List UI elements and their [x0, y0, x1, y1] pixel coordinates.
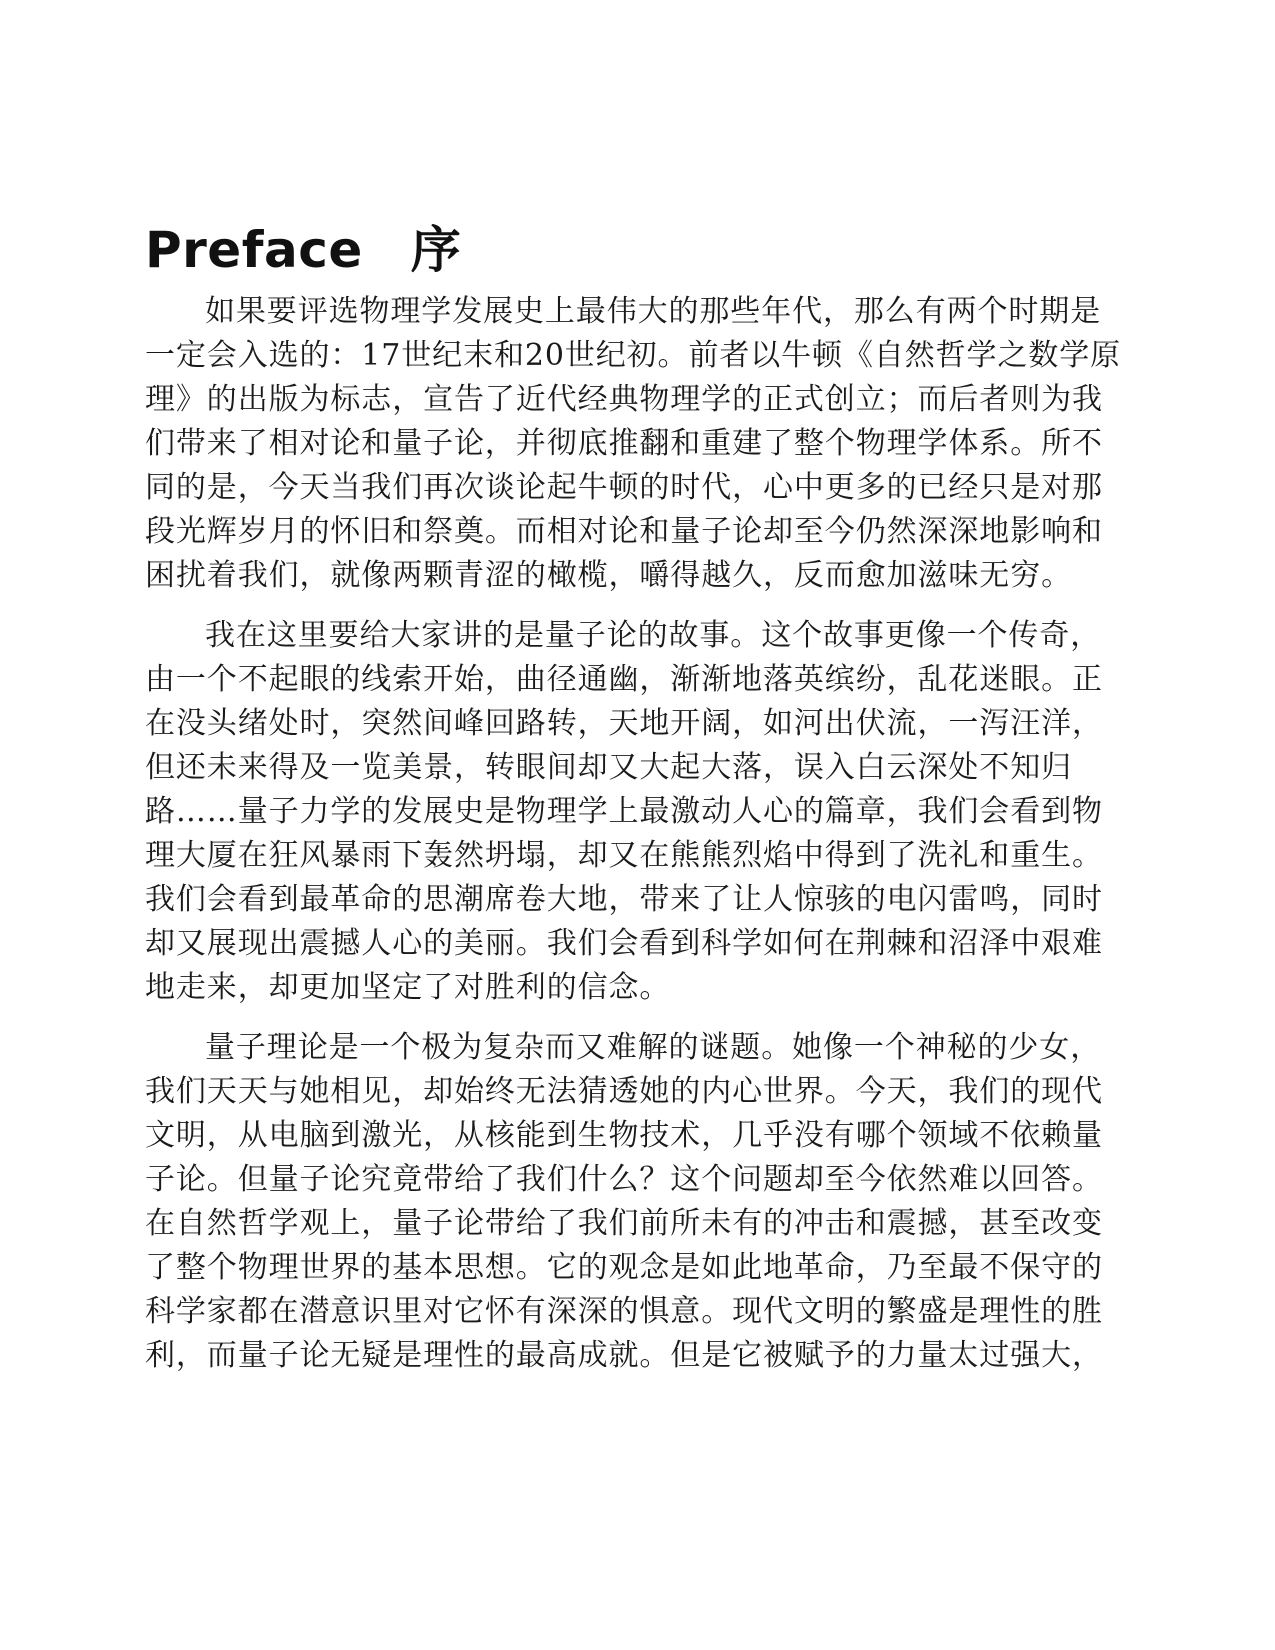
text-line: 同的是，今天当我们再次谈论起牛顿的时代，心中更多的已经只是对那	[145, 470, 1103, 505]
text-line: 文明，从电脑到激光，从核能到生物技术，几乎没有哪个领域不依赖量	[145, 1118, 1103, 1153]
paragraph-2	[145, 614, 1103, 1010]
text-line: 一定会入选的：17世纪末和20世纪初。前者以牛顿《自然哲学之数学原	[145, 338, 1122, 373]
text-line: 如果要评选物理学发展史上最伟大的那些年代，那么有两个时期是	[205, 294, 1102, 329]
text-line: 我在这里要给大家讲的是量子论的故事。这个故事更像一个传奇，	[205, 618, 1102, 653]
text-line: 了整个物理世界的基本思想。它的观念是如此地革命，乃至最不保守的	[145, 1250, 1103, 1285]
text-line: 段光辉岁月的怀旧和祭奠。而相对论和量子论却至今仍然深深地影响和	[145, 514, 1103, 549]
text-line: 在自然哲学观上，量子论带给了我们前所未有的冲击和震撼，甚至改变	[145, 1206, 1103, 1241]
title-english: Preface	[145, 221, 363, 279]
text-line: 路……量子力学的发展史是物理学上最激动人心的篇章，我们会看到物	[145, 794, 1103, 829]
paragraph-3	[145, 1026, 1103, 1378]
text-line: 理大厦在狂风暴雨下轰然坍塌，却又在熊熊烈焰中得到了洗礼和重生。	[145, 838, 1103, 873]
text-line: 科学家都在潜意识里对它怀有深深的惧意。现代文明的繁盛是理性的胜	[145, 1294, 1103, 1329]
text-line: 子论。但量子论究竟带给了我们什么？这个问题却至今依然难以回答。	[145, 1162, 1103, 1197]
text-line: 利，而量子论无疑是理性的最高成就。但是它被赋予的力量太过强大，	[145, 1338, 1103, 1373]
text-line: 地走来，却更加坚定了对胜利的信念。	[145, 970, 671, 1005]
text-line: 由一个不起眼的线索开始，曲径通幽，渐渐地落英缤纷，乱花迷眼。正	[145, 662, 1103, 697]
paragraph-1	[145, 290, 1122, 598]
text-line: 我们天天与她相见，却始终无法猜透她的内心世界。今天，我们的现代	[145, 1074, 1103, 1109]
text-line: 我们会看到最革命的思潮席卷大地，带来了让人惊骇的电闪雷鸣，同时	[145, 882, 1103, 917]
text-line: 在没头绪处时，突然间峰回路转，天地开阔，如河出伏流，一泻汪洋，	[145, 706, 1103, 741]
text-line: 量子理论是一个极为复杂而又难解的谜题。她像一个神秘的少女，	[205, 1030, 1102, 1065]
title-chinese: 序	[410, 221, 462, 279]
text-line: 困扰着我们，就像两颗青涩的橄榄，嚼得越久，反而愈加滋味无穷。	[145, 558, 1072, 593]
page-title	[145, 218, 1067, 282]
text-line: 们带来了相对论和量子论，并彻底推翻和重建了整个物理学体系。所不	[145, 426, 1103, 461]
text-line: 理》的出版为标志，宣告了近代经典物理学的正式创立；而后者则为我	[145, 382, 1103, 417]
document-page	[145, 218, 1122, 1394]
text-line: 但还未来得及一览美景，转眼间却又大起大落，误入白云深处不知归	[145, 750, 1072, 785]
text-line: 却又展现出震撼人心的美丽。我们会看到科学如何在荆棘和沼泽中艰难	[145, 926, 1103, 961]
